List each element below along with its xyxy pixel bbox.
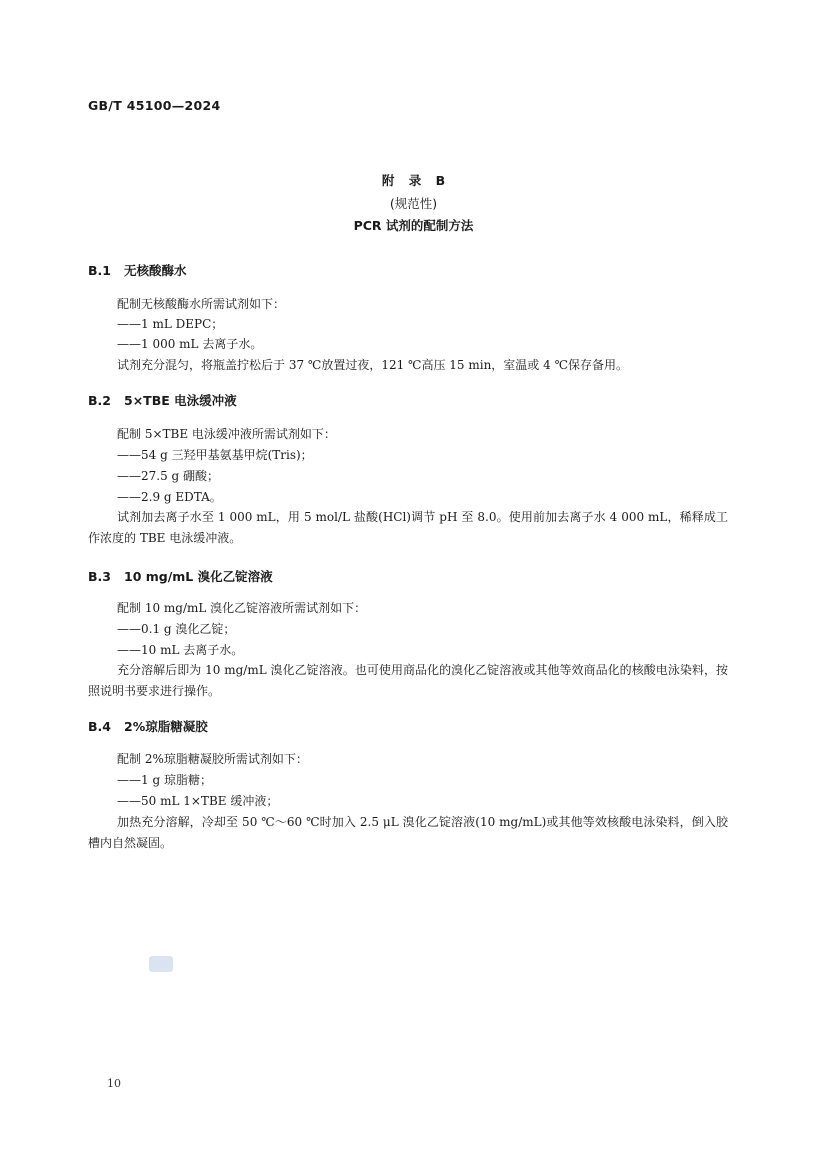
reagent-item: ——1 000 mL 去离子水。 bbox=[117, 337, 263, 351]
section-heading-b4 bbox=[88, 717, 208, 735]
watermark-logo-icon bbox=[149, 956, 173, 972]
section-heading-b2 bbox=[88, 391, 237, 409]
section-number: B.2 bbox=[88, 393, 111, 408]
section-title: 无核酸酶水 bbox=[124, 263, 187, 278]
reagent-intro: 配制 10 mg/mL 溴化乙锭溶液所需试剂如下： bbox=[117, 601, 367, 615]
reagent-item: ——54 g 三羟甲基氨基甲烷(Tris)； bbox=[117, 448, 313, 462]
procedure-note: 充分溶解后即为 10 mg/mL 溴化乙锭溶液。也可使用商品化的溴化乙锭溶液或其他等效商品化的核酸电泳染料，按照说明书要求进行操作。 bbox=[88, 663, 728, 698]
reagent-intro: 配制无核酸酶水所需试剂如下： bbox=[117, 297, 286, 311]
reagent-item: ——2.9 g EDTA。 bbox=[117, 490, 222, 504]
procedure-note: 试剂充分混匀，将瓶盖拧松后于 37 ℃放置过夜，121 ℃高压 15 min，室温或 4 ℃保存备用。 bbox=[117, 358, 628, 372]
reagent-item: ——27.5 g 硼酸； bbox=[117, 469, 220, 483]
section-heading-b1 bbox=[88, 261, 187, 279]
standard-code: GB/T 45100—2024 bbox=[88, 98, 221, 113]
reagent-item: ——10 mL 去离子水。 bbox=[117, 643, 244, 657]
section-title: 10 mg/mL 溴化乙锭溶液 bbox=[124, 569, 273, 584]
procedure-note: 试剂加去离子水至 1 000 mL，用 5 mol/L 盐酸(HCl)调节 pH 至 8.0。使用前加去离子水 4 000 mL，稀释成工作浓度的 TBE 电泳缓冲液。 bbox=[88, 510, 728, 545]
annex-heading: PCR 试剂的配制方法 bbox=[353, 218, 474, 233]
page-number: 10 bbox=[107, 1077, 121, 1090]
annex-nature: (规范性) bbox=[389, 196, 438, 211]
reagent-item: ——1 g 琼脂糖； bbox=[117, 773, 212, 787]
reagent-intro: 配制 5×TBE 电泳缓冲液所需试剂如下： bbox=[117, 427, 336, 441]
reagent-intro: 配制 2%琼脂糖凝胶所需试剂如下： bbox=[117, 752, 308, 766]
annex-title: 附 录 B bbox=[381, 173, 446, 188]
section-title: 5×TBE 电泳缓冲液 bbox=[124, 393, 237, 408]
section-title: 2%琼脂糖凝胶 bbox=[124, 719, 208, 734]
reagent-item: ——0.1 g 溴化乙锭； bbox=[117, 622, 236, 636]
reagent-item: ——50 mL 1×TBE 缓冲液； bbox=[117, 794, 279, 808]
section-number: B.3 bbox=[88, 569, 111, 584]
section-number: B.4 bbox=[88, 719, 111, 734]
reagent-item: ——1 mL DEPC； bbox=[117, 317, 224, 331]
section-number: B.1 bbox=[88, 263, 111, 278]
procedure-note: 加热充分溶解，冷却至 50 ℃～60 ℃时加入 2.5 μL 溴化乙锭溶液(10 mg/mL)或其他等效核酸电泳染料，倒入胶槽内自然凝固。 bbox=[88, 815, 728, 850]
section-heading-b3 bbox=[88, 567, 273, 585]
